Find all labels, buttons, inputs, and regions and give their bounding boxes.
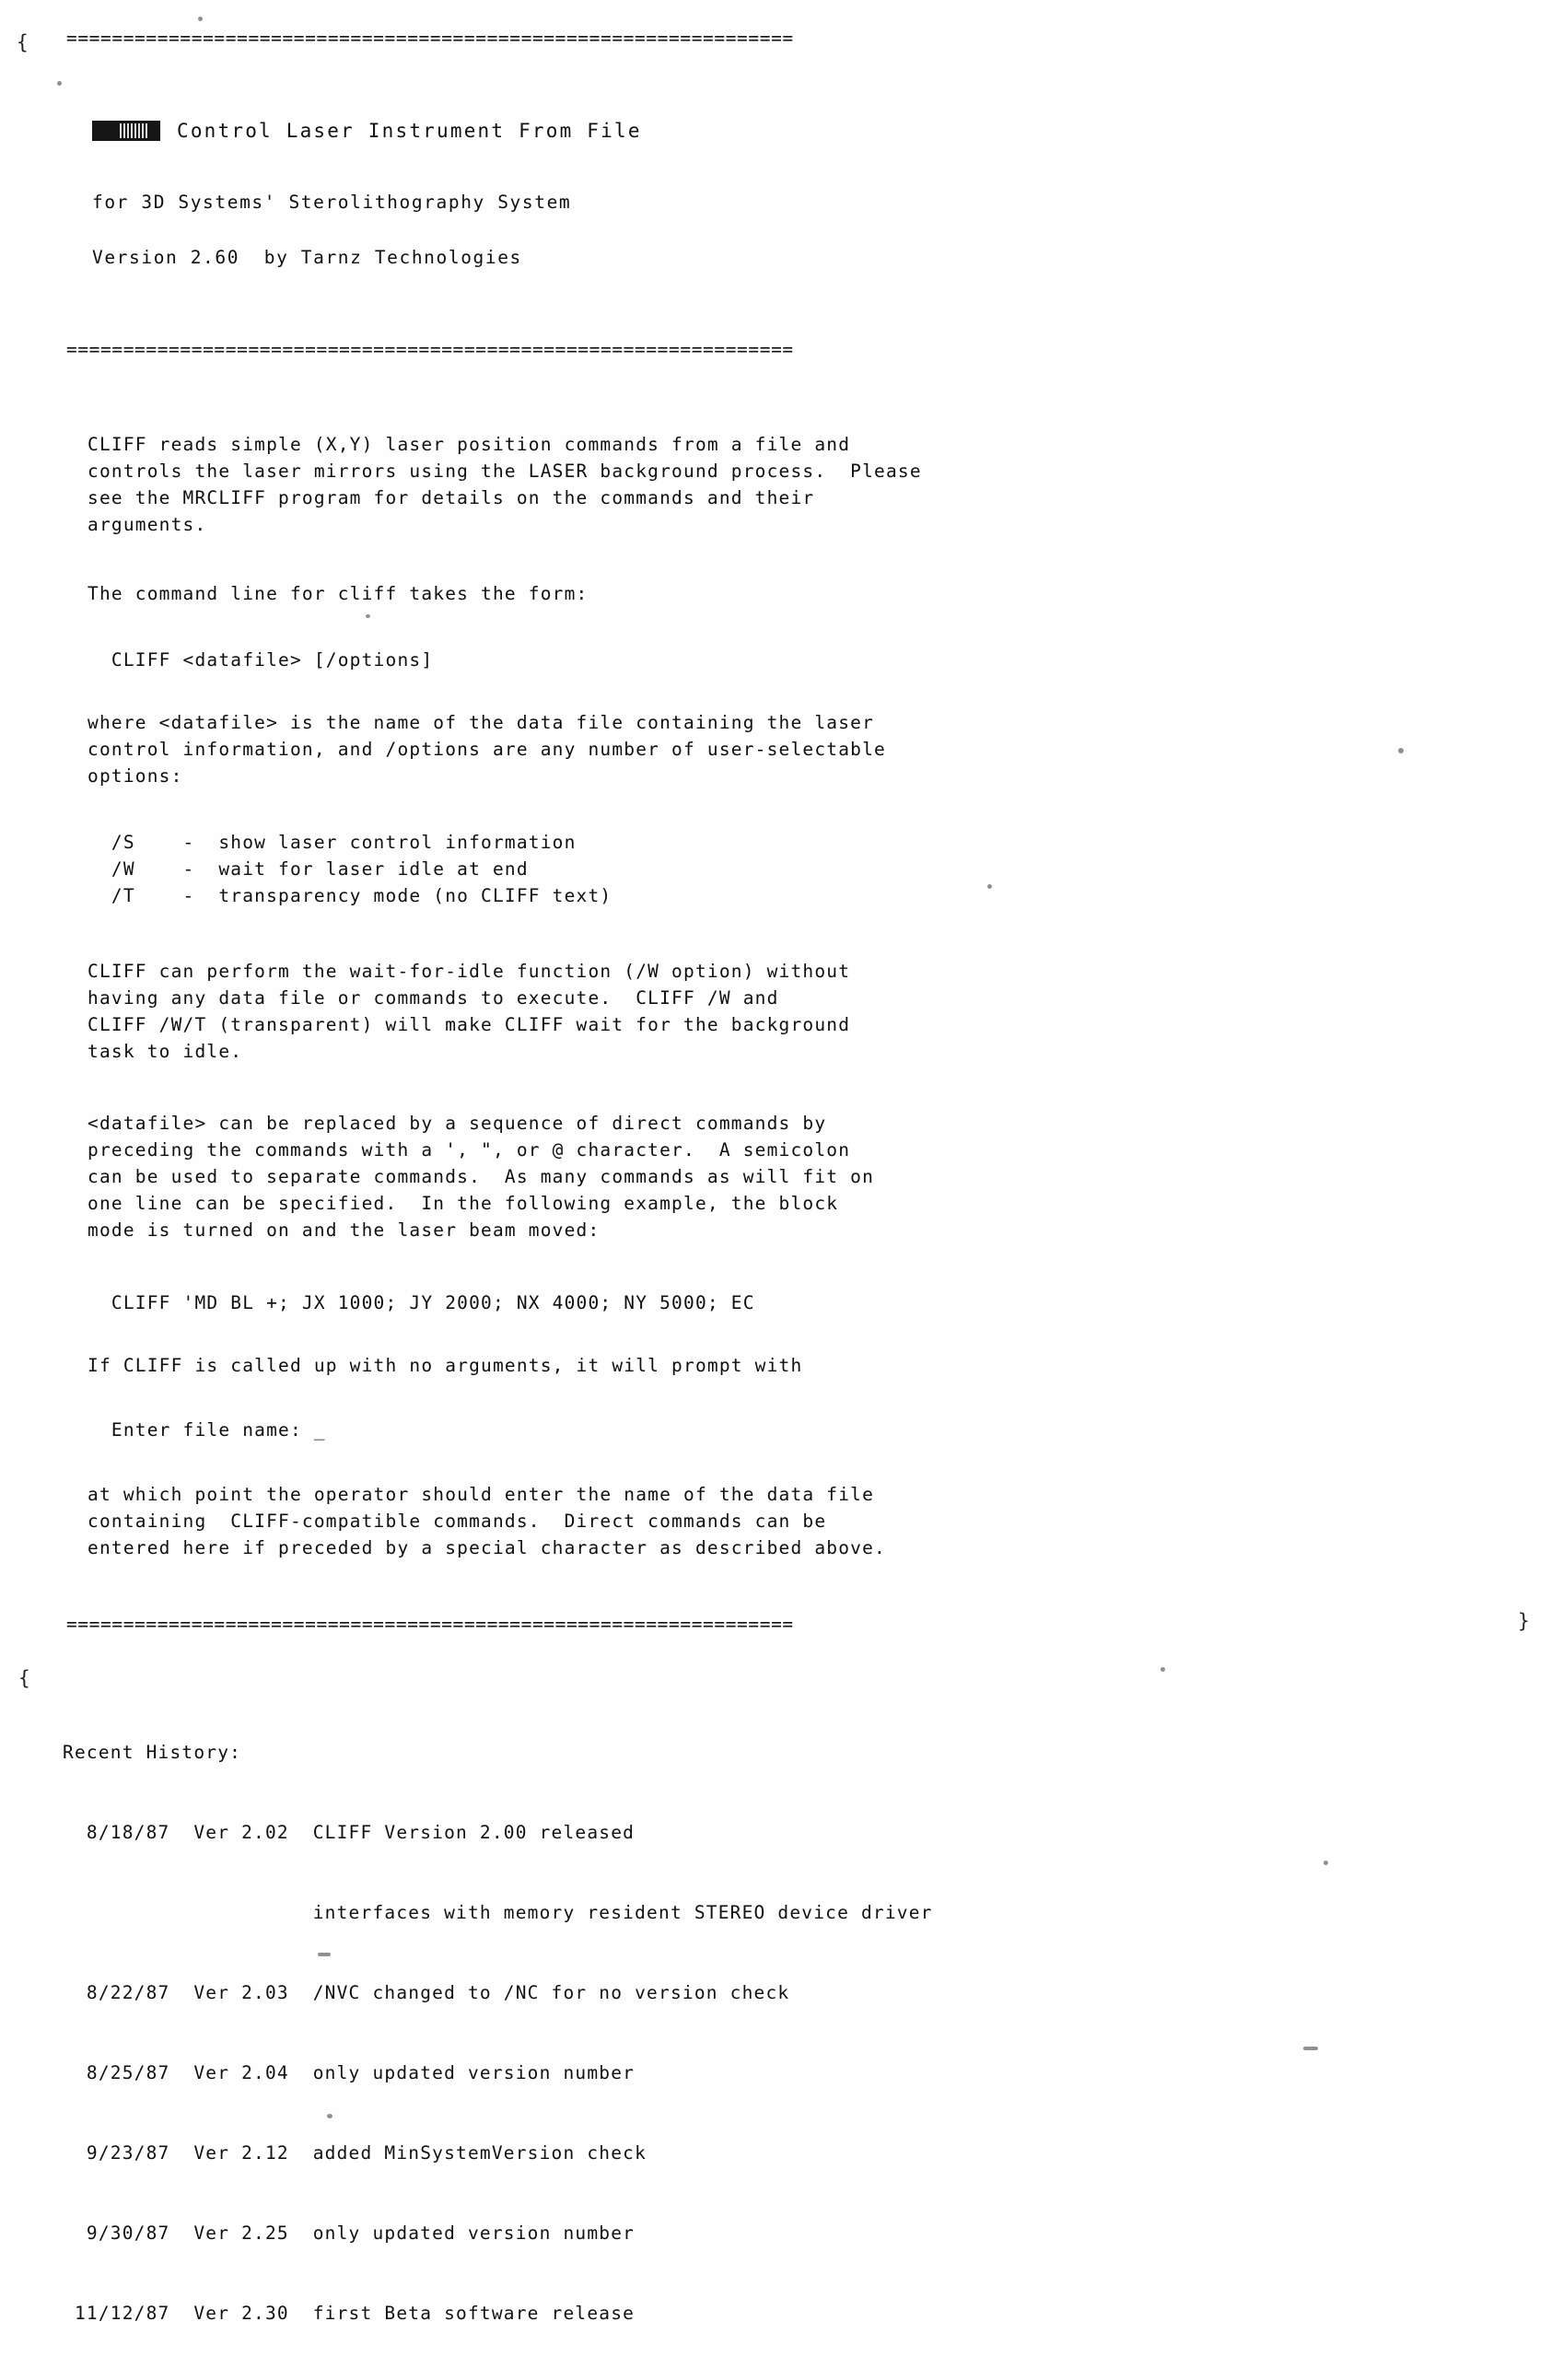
title-row xyxy=(92,120,642,142)
code-example: CLIFF 'MD BL +; JX 1000; JY 2000; NX 4000; NY 5000; EC xyxy=(87,1292,755,1313)
scan-speck xyxy=(318,1953,331,1956)
code-command-syntax: CLIFF <datafile> [/options] xyxy=(87,649,434,671)
history-row-6: 11/12/87 Ver 2.30 first Beta software release xyxy=(63,2303,636,2324)
open-brace-top: { xyxy=(17,31,29,53)
scan-speck xyxy=(57,81,62,86)
history-table xyxy=(63,1766,933,2380)
divider-rule-bottom: ================================================================ xyxy=(66,1614,794,1635)
paragraph-no-arguments: If CLIFF is called up with no arguments, it will prompt with xyxy=(87,1355,803,1376)
paragraph-datafile-desc: where <datafile> is the name of the data file containing the laser control information, and /options are any number of user-selectable options: xyxy=(87,712,886,787)
history-row-2: 8/22/87 Ver 2.03 /NVC changed to /NC for no version check xyxy=(63,1982,790,2003)
table-row xyxy=(63,1899,933,1926)
scan-speck xyxy=(1303,2047,1318,2050)
history-row-0: 8/18/87 Ver 2.02 CLIFF Version 2.00 released xyxy=(63,1822,636,1843)
scan-speck xyxy=(1161,1667,1165,1672)
history-row-1: interfaces with memory resident STEREO device driver xyxy=(63,1902,933,1923)
table-row xyxy=(63,1819,933,1846)
table-row xyxy=(63,2220,933,2246)
history-row-5: 9/30/87 Ver 2.25 only updated version number xyxy=(63,2222,636,2244)
scan-speck xyxy=(1324,1861,1328,1865)
scan-speck xyxy=(198,17,203,21)
divider-rule-second: ================================================================ xyxy=(66,339,794,360)
options-list: /S - show laser control information /W - wait for laser idle at end /T - transparency mode (no CLIFF text) xyxy=(111,832,612,906)
scan-speck xyxy=(327,2114,332,2118)
page-title: Control Laser Instrument From File xyxy=(177,120,642,142)
paragraph-command-line: The command line for cliff takes the form: xyxy=(87,583,589,604)
paragraph-direct-commands: <datafile> can be replaced by a sequence of direct commands by preceding the commands with a ', ", or @ character. A semicolon can be used to separate commands. As many commands as will fit on one line can be specified. In the following example, the block mode is turned on and the laser beam moved: xyxy=(87,1113,875,1241)
table-row xyxy=(63,2059,933,2086)
paragraph-intro: CLIFF reads simple (X,Y) laser position commands from a file and controls the laser mirrors using the LASER background process. Please see the MRCLIFF program for details on the commands and their arguments. xyxy=(87,434,922,535)
table-row xyxy=(63,2140,933,2166)
prompt-enter-file-name: Enter file name: _ xyxy=(87,1419,326,1441)
scan-speck xyxy=(1398,748,1404,753)
subtitle-version: Version 2.60 by Tarnz Technologies xyxy=(92,247,522,268)
paragraph-operator-entry: at which point the operator should enter the name of the data file containing CLIFF-compatible commands. Direct commands can be entered here if preceded by a special character as described above. xyxy=(87,1484,886,1558)
history-heading: Recent History: xyxy=(63,1742,242,1763)
open-brace-second: { xyxy=(18,1667,31,1689)
subtitle-system: for 3D Systems' Sterolithography System xyxy=(92,192,572,213)
history-row-4: 9/23/87 Ver 2.12 added MinSystemVersion check xyxy=(63,2142,647,2164)
table-row xyxy=(63,2300,933,2327)
cliff-logo-icon xyxy=(92,121,160,141)
history-row-3: 8/25/87 Ver 2.04 only updated version number xyxy=(63,2062,636,2083)
paragraph-wait-idle: CLIFF can perform the wait-for-idle function (/W option) without having any data file or commands to execute. CLIFF /W and CLIFF /W/T (transparent) will make CLIFF wait for the background task to idle. xyxy=(87,961,851,1062)
scan-speck xyxy=(366,614,370,618)
scan-speck xyxy=(987,884,992,889)
close-brace-right: } xyxy=(1518,1610,1531,1632)
table-row xyxy=(63,1979,933,2006)
divider-rule-top: ================================================================ xyxy=(66,28,794,49)
